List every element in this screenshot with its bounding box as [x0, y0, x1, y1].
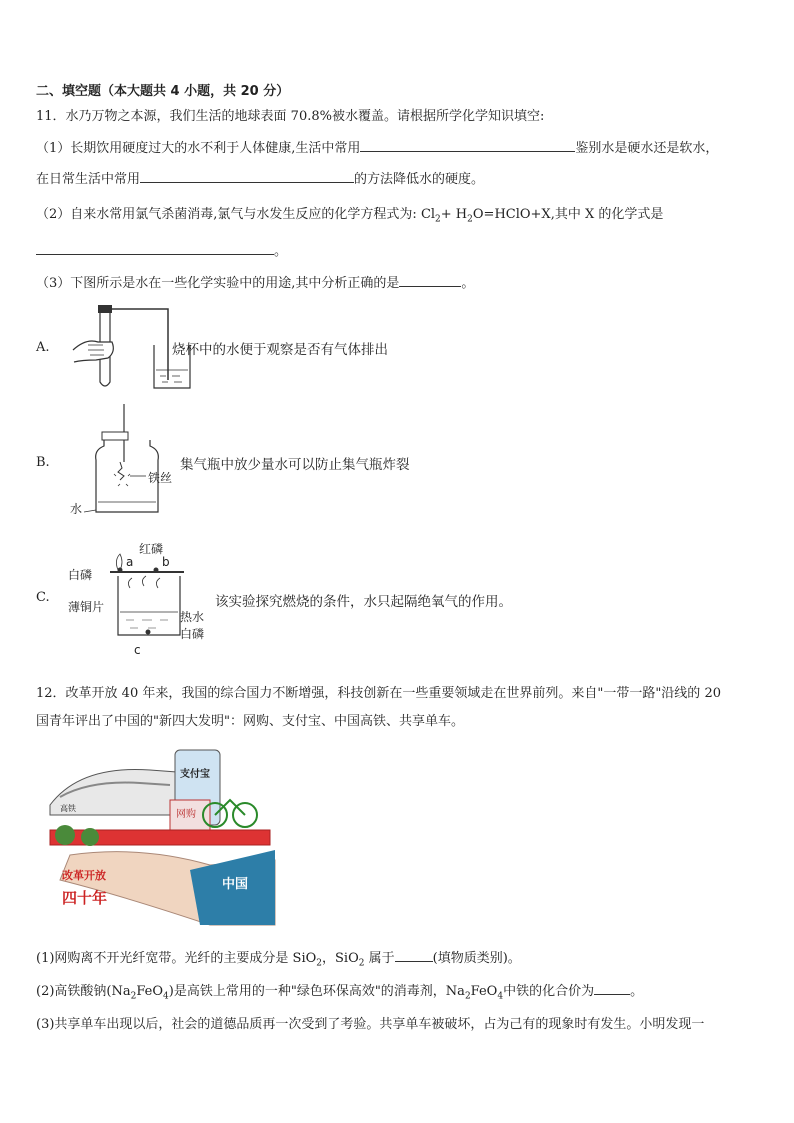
option-b-letter: B.	[36, 455, 50, 470]
q11-part1-line1	[36, 137, 718, 156]
q11-p1-text-a: （1）长期饮用硬度过大的水不利于人体健康,生活中常用	[36, 141, 361, 156]
option-c-label-c: c	[134, 643, 141, 657]
q12-part2: (2)高铁酸钠$(Na_2FeO_4)$是高铁上常用的一种"绿色环保高效"的消毒剂，$Na_2FeO_4$中铁的化合价为 。	[36, 984, 644, 1002]
q11-part2-line2	[36, 240, 287, 259]
option-c-label-red-p: 红磷	[139, 542, 164, 556]
q11-p1-text-c: 在日常生活中常用	[36, 172, 141, 187]
q11-p1-blank-1[interactable]	[360, 139, 575, 152]
q11-p2-text-b: ,其中 X 的化学式是	[550, 207, 664, 222]
q11-stem: 11．水乃万物之本源，我们生活的地球表面 70.8%被水覆盖。请根据所学化学知识填空:	[36, 109, 545, 124]
illustration-slogan-1: 改革开放	[62, 869, 106, 882]
q12-illustration	[40, 745, 280, 930]
option-c-label-b: b	[162, 555, 170, 569]
q12-part1: (1)网购离不开光纤宽带。光纤的主要成分是 SiO$_2$，SiO$_2$ 属于 (填物质类别)。	[36, 951, 521, 969]
q11-p2-end: 。	[274, 244, 288, 259]
illustration-shopping: 网购	[176, 809, 196, 820]
option-a-letter: A.	[36, 340, 50, 355]
option-c-letter: C.	[36, 590, 50, 605]
q11-p2-equation: $Cl_2+$ $H_2O=HClO+X$	[420, 207, 551, 225]
section-title: 二、填空题（本大题共 4 小题，共 20 分）	[36, 84, 290, 99]
q12-p2-blank[interactable]	[594, 982, 630, 995]
q11-p1-blank-2[interactable]	[140, 170, 354, 183]
q11-part1-line2	[36, 168, 484, 187]
illustration-alipay: 支付宝	[180, 769, 210, 780]
q12-p1-blank[interactable]	[395, 949, 433, 962]
illustration-slogan-2: 四十年	[62, 889, 108, 907]
q11-p3-blank[interactable]	[399, 274, 461, 287]
illustration-china: 中国	[222, 877, 249, 892]
option-c-label-white-p2: 白磷	[180, 627, 205, 641]
option-b-label-water: 水	[70, 502, 83, 516]
q11-part2-line1	[36, 203, 663, 225]
q11-p2-text-a: （2）自来水常用氯气杀菌消毒,氯气与水发生反应的化学方程式为:	[36, 207, 417, 222]
option-a-caption: 烧杯中的水便于观察是否有气体排出	[172, 342, 388, 358]
option-b-caption: 集气瓶中放少量水可以防止集气瓶炸裂	[180, 457, 410, 473]
option-c-caption: 该实验探究燃烧的条件，水只起隔绝氧气的作用。	[215, 594, 512, 610]
illustration-train: 高铁	[60, 804, 76, 813]
q11-p1-text-b: 鉴别水是硬水还是软水，	[575, 141, 719, 156]
q11-p2-blank[interactable]	[36, 242, 274, 255]
option-c-label-a: a	[126, 555, 134, 569]
q12-stem-line2: 国青年评出了中国的"新四大发明"：网购、支付宝、中国高铁、共享单车。	[36, 714, 464, 729]
option-b-label-wire: 铁丝	[148, 471, 173, 485]
option-c-label-white-p1: 白磷	[68, 568, 93, 582]
q12-stem-line1: 12．改革开放 40 年来，我国的综合国力不断增强，科技创新在一些重要领域走在世界前列。来自"一带一路"沿线的 20	[36, 686, 721, 701]
q11-p3-text: （3）下图所示是水在一些化学实验中的用途,其中分析正确的是	[36, 276, 400, 291]
q11-p3-end: 。	[461, 276, 475, 291]
option-c-label-copper: 薄铜片	[68, 600, 105, 614]
q11-part3	[36, 272, 474, 291]
q11-p1-text-d: 的方法降低水的硬度。	[354, 172, 485, 187]
option-c-label-hot-water: 热水	[180, 610, 205, 624]
q12-part3: (3)共享单车出现以后，社会的道德品质再一次受到了考验。共享单车被破坏，占为己有的现象时有发生。小明发现一	[36, 1017, 705, 1032]
